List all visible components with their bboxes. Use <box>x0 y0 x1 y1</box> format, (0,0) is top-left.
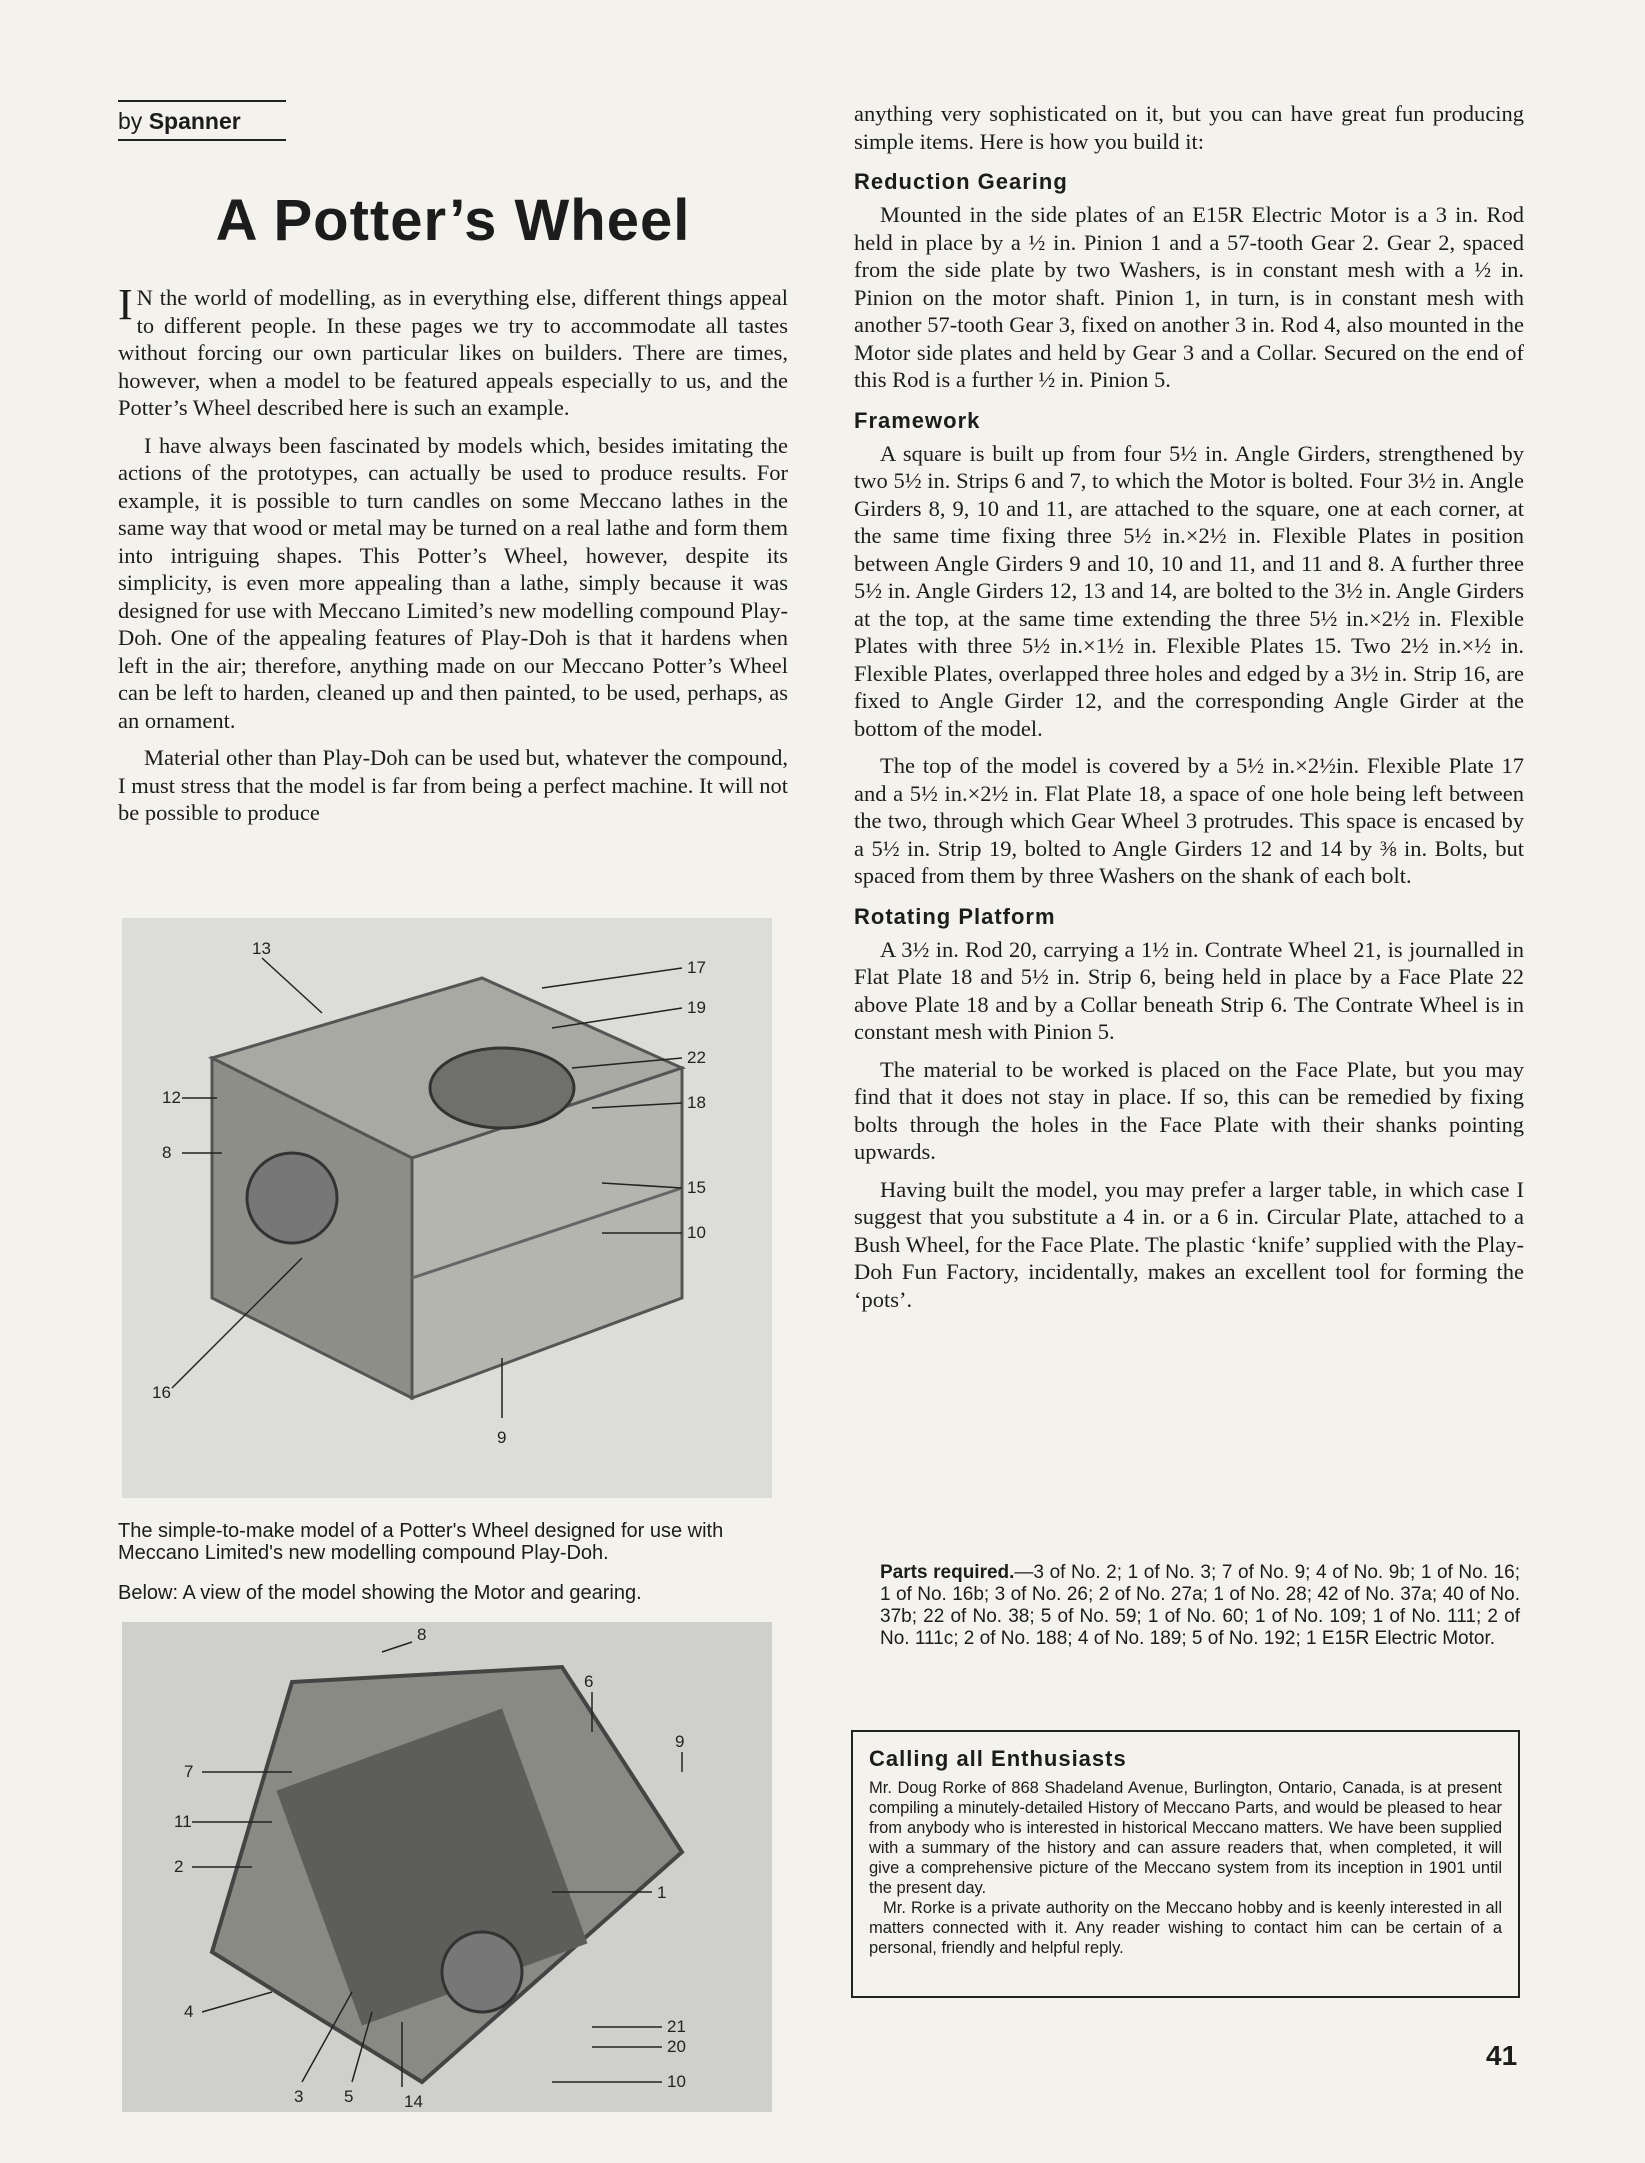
fig1-label-22: 22 <box>687 1048 706 1067</box>
framework-text-2: The top of the model is covered by a 5½ in.×2½in. Flexible Plate 17 and a 5½ in.×2½ in. Flat Plate 18, a space of one hole being left between the two, through which Gear Wheel 3 protrudes. This space is encased by a 5½ in. Strip 19, bolted to Angle Girders 12 and 14 by ⅜ in. Bolts, but spaced from them by three Washers on the shank of each bolt. <box>854 753 1524 888</box>
fig2-label-7: 7 <box>184 1762 194 1781</box>
fig2-label-2: 2 <box>174 1857 184 1876</box>
fig2-label-14: 14 <box>404 2092 423 2111</box>
fig1-label-8: 8 <box>162 1143 172 1162</box>
right-column <box>854 100 1524 1323</box>
drop-cap: I <box>118 280 133 329</box>
potters-wheel-illustration <box>122 918 772 1498</box>
fig2-label-10: 10 <box>667 2072 686 2091</box>
fig1-label-15: 15 <box>687 1178 706 1197</box>
heading-rotating-platform: Rotating Platform <box>854 903 1056 929</box>
fig1-label-10: 10 <box>687 1223 706 1242</box>
parts-list <box>880 1562 1520 1650</box>
fig1-label-16: 16 <box>152 1383 171 1402</box>
framework-text-1: A square is built up from four 5½ in. Angle Girders, strengthened by two 5½ in. Strips 6 and 7, to which the Motor is bolted. Four 3½ in. Angle Girders 8, 9, 10 and 11, are attached to the square, one at each corner, at the same time fixing three 5½ in.×2½ in. Flexible Plates in position between Angle Girders 9 and 10, 10 and 11, and 11 and 8. A further three 5½ in. Angle Girders 12, 13 and 14, are bolted to the 3½ in. Angle Girders at the top, at the same time extending the three 5½ in.×2½ in. Flexible Plates with three 5½ in.×1½ in. Flexible Plates 15. Two 2½ in.×½ in. Flexible Plates, overlapped three holes and edged by a 3½ in. Strip 16, are fixed to Angle Girder 12, and the corresponding Angle Girder at the bottom of the model. <box>854 440 1524 741</box>
fig1-label-9: 9 <box>497 1428 507 1447</box>
intro-paragraph-2: I have always been fascinated by models which, besides imitating the actions of the prototypes, can actually be used to produce results. For example, it is possible to turn candles on some Meccano lathes in the same way that wood or metal may be turned on a real lathe and form them into intriguing shapes. This Potter’s Wheel, however, despite its simplicity, is even more appealing than a lathe, simply because it was designed for use with Meccano Limited’s new modelling compound Play-Doh. One of the appealing features of Play-Doh is that it hardens when left in the air; therefore, anything made on our Meccano Potter’s Wheel can be left to harden, cleaned up and then painted, to be used, perhaps, as an ornament. <box>118 432 788 733</box>
parts-text: —3 of No. 2; 1 of No. 3; 7 of No. 9; 4 of No. 9b; 1 of No. 16; 1 of No. 16b; 3 of No. 26; 2 of No. 27a; 1 of No. 28; 42 of No. 37a; 40 of No. 37b; 22 of No. 38; 5 of No. 59; 1 of No. 60; 1 of No. 109; 1 of No. 111; 2 of No. 111c; 2 of No. 188; 4 of No. 189; 5 of No. 192; 1 E15R Electric Motor. <box>880 1562 1520 1649</box>
article-title: A Potter’s Wheel <box>215 188 691 253</box>
fig2-label-11: 11 <box>174 1812 192 1831</box>
fig1-label-17: 17 <box>687 958 706 977</box>
byline <box>118 108 286 141</box>
fig2-label-8: 8 <box>417 1625 427 1644</box>
fig2-label-4: 4 <box>184 2002 194 2021</box>
parts-label: Parts required. <box>880 1562 1015 1583</box>
fig1-label-13: 13 <box>252 939 271 958</box>
fig2-label-3: 3 <box>294 2087 304 2106</box>
fig1-label-12: 12 <box>162 1088 181 1107</box>
model-photo-main <box>122 918 772 1498</box>
motor-gearing-illustration <box>122 1622 772 2112</box>
fig2-label-1: 1 <box>657 1883 667 1902</box>
fig2-label-20: 20 <box>667 2037 686 2056</box>
fig2-label-5: 5 <box>344 2087 354 2106</box>
model-photo-underside <box>122 1622 772 2112</box>
fig2-label-21: 21 <box>667 2017 686 2036</box>
intro-text <box>118 280 788 827</box>
page-number: 41 <box>1486 2040 1518 2071</box>
rotating-platform-text-3: Having built the model, you may prefer a larger table, in which case I suggest that you substitute a 4 in. or a 6 in. Circular Plate, attached to a Bush Wheel, for the Face Plate. The plastic ‘knife’ supplied with the Play-Doh Fun Factory, incidentally, makes an excellent tool for forming the ‘pots’. <box>854 1176 1524 1312</box>
byline-author: Spanner <box>148 108 241 134</box>
continued-paragraph: anything very sophisticated on it, but you can have great fun producing simple items. Here is how you build it: <box>854 101 1524 154</box>
heading-framework: Framework <box>854 407 981 433</box>
heading-reduction-gearing: Reduction Gearing <box>854 169 1068 194</box>
figure-2-caption: Below: A view of the model showing the Motor and gearing. <box>118 1582 642 1604</box>
intro-paragraph-1: I N the world of modelling, as in everything else, different things appeal to different people. In these pages we try to accommodate all tastes without forcing our own particular likes on builders. There are times, however, when a model to be featured appeals especially to us, and the Potter’s Wheel described here is such an example. <box>118 280 788 420</box>
box-paragraph-2: Mr. Rorke is a private authority on the Meccano hobby and is keenly interested in all matters connected with it. Any reader wishing to contact him can be certain of a personal, friendly and helpful reply. <box>869 1899 1502 1957</box>
fig1-label-19: 19 <box>687 998 706 1017</box>
fig1-label-18: 18 <box>687 1093 706 1112</box>
intro-paragraph-3: Material other than Play-Doh can be used but, whatever the compound, I must stress that the model is far from being a perfect machine. It will not be possible to produce <box>118 745 788 825</box>
fig2-label-6: 6 <box>584 1672 594 1691</box>
reduction-gearing-text: Mounted in the side plates of an E15R Electric Motor is a 3 in. Rod held in place by a ½ in. Pinion 1 and a 57-tooth Gear 2. Gear 2, spaced from the side plate by two Washers, is in constant mesh with a ½ in. Pinion on the motor shaft. Pinion 1, in turn, is in constant mesh with another 57-tooth Gear 3, fixed on another 3 in. Rod 4, also mounted in the Motor side plates and held by Gear 3 and a Collar. Secured on the end of this Rod is a further ½ in. Pinion 5. <box>854 202 1524 392</box>
fig2-label-9: 9 <box>675 1732 685 1751</box>
rotating-platform-text-2: The material to be worked is placed on the Face Plate, but you may find that it does not stay in place. If so, this can be remedied by fixing bolts through the holes in the Face Plate with their shanks pointing upwards. <box>854 1056 1524 1164</box>
enthusiasts-box <box>851 1730 1520 1998</box>
box-paragraph-1: Mr. Doug Rorke of 868 Shadeland Avenue, Burlington, Ontario, Canada, is at present compiling a minutely-detailed History of Meccano Parts, and would be pleased to hear from anybody who is interested in historical Meccano matters. We have been supplied with a summary of the history and can assure readers that, when completed, it will give a comprehensive picture of the Meccano system from its inception in 1901 until the present day. <box>869 1779 1502 1897</box>
byline-prefix: by <box>118 108 143 134</box>
byline-rule <box>118 100 286 102</box>
left-column <box>118 100 788 837</box>
rotating-platform-text-1: A 3½ in. Rod 20, carrying a 1½ in. Contrate Wheel 21, is journalled in Flat Plate 18 and 5½ in. Strip 6, being held in place by a Face Plate 22 above Plate 18 and by a Collar beneath Strip 6. The Contrate Wheel is in constant mesh with Pinion 5. <box>854 936 1524 1044</box>
box-title: Calling all Enthusiasts <box>869 1746 1127 1771</box>
figure-1-caption: The simple-to-make model of a Potter's Wheel designed for use with Meccano Limited's new modelling compound Play-Doh. <box>118 1520 724 1564</box>
